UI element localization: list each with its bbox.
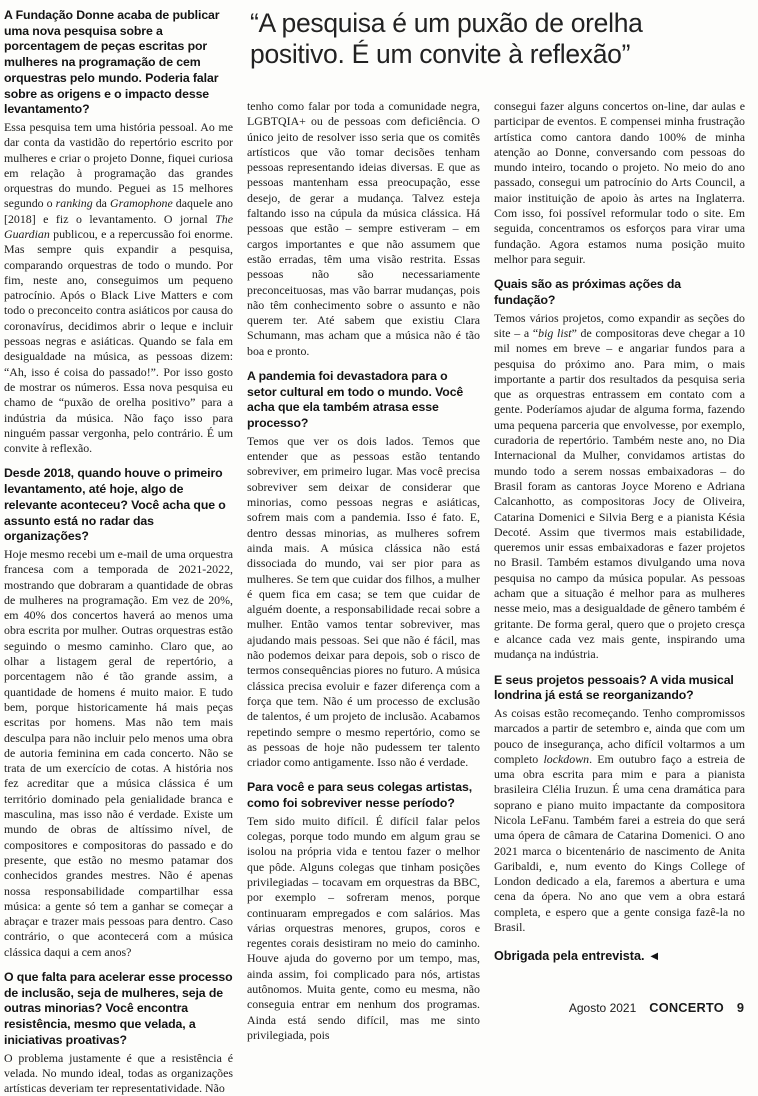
interview-question: A Fundação Donne acaba de publicar uma nova pesquisa sobre a porcentagem de peças escritas por mulheres na programação de cem orquestras pelo mundo. Poderia falar sobre as origens e o impacto desse levantamento? [4,8,233,118]
interview-question: Desde 2018, quando houve o primeiro levantamento, até hoje, algo de relevante aconteceu? Você acha que o assunto está no radar das organizações? [4,466,233,545]
interview-question: O que falta para acelerar esse processo de inclusão, seja de mulheres, seja de outras minorias? Você encontra resistência, mesmo que velada, a iniciativas proativas? [4,970,233,1049]
magazine-title: CONCERTO [649,1000,724,1015]
article-column-3 [494,99,745,1024]
closing-line: Obrigada pela entrevista. ◄ [494,949,745,963]
article-column-1 [4,7,233,1024]
interview-answer: O problema justamente é que a resistência é velada. No mundo ideal, todas as organizações artísticas deveriam ter representatividade. Não [4,1051,233,1096]
article-column-2 [247,99,480,1024]
interview-answer: Tem sido muito difícil. É difícil falar pelos colegas, porque todo mundo em algum grau se isolou na própria vida e tentou fazer o melhor que pôde. Alguns colegas que tinham posições privilegiadas – tocavam em orquestras da BBC, por exemplo – sofreram menos, porque continuaram empregados e com salários. Mas várias orquestras menores, grupos, coros e regentes corais desistiram no meio do caminho. Houve ajuda do governo por um tempo, mas, ainda assim, foi complicado para nós, artistas autônomos. Muita gente, como eu mesma, não conseguia entrar em nenhum dos programas. Ainda está sendo difícil, mas me sinto privilegiada, pois [247,814,480,1043]
footer-issue-date: Agosto 2021 [569,1001,636,1015]
interview-answer: Hoje mesmo recebi um e-mail de uma orquestra francesa com a temporada de 2021-2022, mostrando que dobraram a quantidade de obras de mulheres na programação. Em vez de 20%, em 40% dos concertos haverá ao menos uma obra escrita por mulher. Outras orquestras estão seguindo o mesmo caminho. Claro que, ao olhar a listagem geral de repertório, a porcentagem não é tão grande assim, a quantidade de homens é muito maior. E tudo bem, porque historicamente há mais peças escritas por homens. Mas não tem mais desculpa para não incluir pelo menos uma obra de autoria feminina em cada concerto. Não se trata de um exercício de cotas. A história nos fez acreditar que a música clássica é um território dominado pela genialidade branca e masculina, mas isso não é verdade. Existe um mundo de obras de altíssimo nível, de compositores e compositoras do passado e do presente, que estão no mesmo patamar dos conhecidos grandes mestres. Não é apenas nossa responsabilidade compartilhar essa música: a gente só tem a ganhar se começar a abraçar e trazer mais pessoas para dentro. Caso contrário, o que acontecerá com a música clássica daqui a cem anos? [4,547,233,960]
interview-question: E seus projetos pessoais? A vida musical londrina já está se reorganizando? [494,673,745,704]
interview-answer: Temos vários projetos, como expandir as seções do site – a “big list” de compositoras deve chegar a 10 mil nomes em breve – e angariar fundos para a pesquisa do próximo ano. Para mim, o mais importante a partir dos resultados da pesquisa seria que as orquestras entrassem em contato com a gente. Poderíamos ajudar de alguma forma, fazendo uma pequena parceria que envolvesse, por exemplo, curadoria de repertório. Também neste ano, no Dia Internacional da Mulher, convidamos artistas do mundo todo a serem nossas embaixadoras – do Brasil foram as cantoras Joyce Moreno e Adriana Calcanhotto, as compositoras Jocy de Oliveira, Catarina Domenici e Silvia Berg e a pianista Késia Decoté. Assim que tivermos mais estabilidade, queremos unir essas embaixadoras e fazer projetos no Brasil. Também estamos divulgando uma nova pesquisa no campo da música popular. As pessoas acham que a situação é melhor para as mulheres nesse meio, mas a desigualdade de gênero também é gritante. De forma geral, quero que o projeto cresça e alcance cada vez mais gente, inspirando uma mudança na indústria. [494,311,745,663]
interview-question: Para você e para seus colegas artistas, como foi sobreviver nesse período? [247,780,480,811]
interview-answer: Essa pesquisa tem uma história pessoal. Ao me dar conta da vastidão do repertório escrito por mulheres e criar o projeto Donne, fiquei curiosa em relação à programação das grandes orquestras do mundo. Peguei as 15 melhores segundo o ranking da Gramophone daquele ano [2018] e fiz o levantamento. O jornal The Guardian publicou, e a repercussão foi enorme. Mas sempre quis expandir a pesquisa, comparando orquestras de todo o mundo. Por fim, neste ano, conseguimos um pequeno patrocínio. Após o Black Live Matters e com todo o preconceito contra asiáticos por causa do coronavírus, decidimos abrir o leque e incluir pessoas negras e asiáticas. Quando se fala em desigualdade na música, as pessoas dizem: “Ah, isso é coisa do passado!”. Por isso gosto de mostrar os números. Essa nova pesquisa eu chamo de “puxão de orelha positivo” para a indústria da música. Não faço isso para ninguém passar vergonha, pelo contrário. É um convite à reflexão. [4,120,233,457]
interview-answer: consegui fazer alguns concertos on-line, dar aulas e participar de eventos. E compensei minha frustração artística como cantora dando 100% de minha atenção ao Donne, conversando com pessoas do mundo inteiro, tocando o projeto. No meio do ano passado, consegui um patrocínio do Arts Council, a maior instituição de apoio às artes na Inglaterra. Com isso, foi possível reformular todo o site. Em seguida, concentramos os esforços para virar uma fundação. Agora estamos numa posição muito melhor para seguir. [494,99,745,267]
page-footer [569,1000,744,1015]
pull-quote: “A pesquisa é um puxão de orelha positivo. É um convite à reflexão” [250,8,728,70]
interview-answer: As coisas estão recomeçando. Tenho compromissos marcados a partir de setembro e, ainda que com um pouco de insegurança, acho difícil voltarmos a um completo lockdown. Em outubro faço a estreia de uma obra escrita para mim e para a pianista brasileira Clélia Iruzun. É uma cena dramática para soprano e piano muito impactante da compositora Nicola LeFanu. Também farei a estreia do que será uma ópera de câmara de Catarina Domenici. O ano 2021 marca o bicentenário de nascimento de Anita Garibaldi, e, num evento do Kings College of London dedicado a ela, faremos a abertura e uma cena da ópera. No ano que vem a obra estará completa, e espero que a gente consiga fazê-la no Brasil. [494,706,745,935]
interview-answer: Temos que ver os dois lados. Temos que entender que as pessoas estão tentando sobreviver, em primeiro lugar. Mas você precisa sobreviver sem deixar de considerar que minorias, como pessoas negras e asiáticas, sofrem mais com a pandemia. Isso é fato. E, dentro dessas minorias, as mulheres sofrem ainda mais. A música clássica não está dissociada do mundo, vai ser pior para as mulheres. Se tem que cuidar dos filhos, a mulher é quem fica em casa; se tem que cuidar de alguém doente, a responsabilidade recai sobre a mulher. Então vamos tentar sobreviver, mas ajudando mais pessoas. Sei que não é fácil, mas não podemos deixar para depois, sob o risco de termos consequências piores no futuro. A música clássica precisa evoluir e fazer diferença com a força que tem. Não é um processo de exclusão de talentos, é um projeto de inclusão. Acabamos repetindo sempre o mesmo repertório, como se as pessoas de hoje não pudessem ter talento criador como antigamente. Isso não é verdade. [247,434,480,771]
interview-answer: tenho como falar por toda a comunidade negra, LGBTQIA+ ou de pessoas com deficiência. O único jeito de resolver isso seria que os comitês artísticos que vão tomar decisões tenham pessoas representando ideias diversas. E que as pessoas mantenham essa preocupação, esse desejo, de gerar a mudança. Talvez esteja faltando isso na cúpula da música clássica. Há pessoas que estão – sempre estiveram – em cargos importantes e que não assumem que estão erradas, têm uma visão restrita. Essas pessoas não são necessariamente preconceituosas, mas vão barrar mudanças, pois não têm conhecimento sobre o assunto e não querem ter. Até sabem que existiu Clara Schumann, mas acham que a música não é tão boa e pronto. [247,99,480,359]
page-number: 9 [737,1000,744,1015]
interview-question: A pandemia foi devastadora para o setor cultural em todo o mundo. Você acha que ela também atrasa esse processo? [247,369,480,432]
interview-question: Quais são as próximas ações da fundação? [494,277,745,308]
article-right-area [247,7,745,1024]
article-columns-2-3 [247,99,745,1024]
